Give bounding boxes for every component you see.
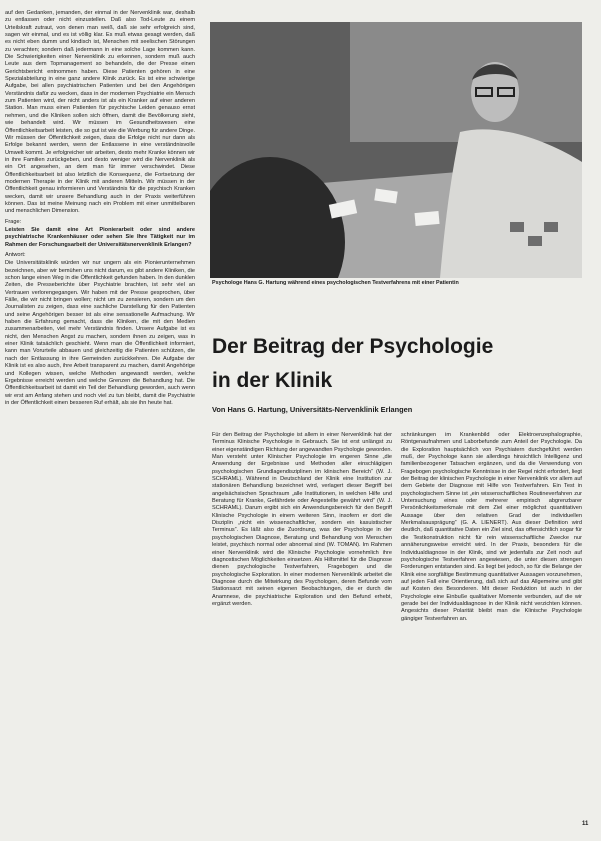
photo-drawing	[210, 22, 582, 278]
article-column-3	[401, 432, 582, 822]
question-text: Leisten Sie damit eine Art Pionierarbeit oder sind andere psychiatrische Krankenhäuser oder sehen Sie Ihre Tätigkeit nur im Rahmen der Forschungsarbeit der Universitätsnervenklinik Erlangen?	[5, 226, 195, 248]
title-line-1: Der Beitrag der Psychologie	[212, 335, 494, 358]
page-number: 11	[582, 821, 589, 827]
article-title	[212, 330, 592, 398]
left-text-column	[5, 10, 195, 822]
article-column-2	[212, 432, 392, 822]
left-paragraph: auf den Gedanken, jemanden, der einmal in der Nervenklinik war, deshalb zu entlassen oder nicht einzustellen. Daß also Tod-Leute zu einem Urteilskraft zutraut, von denen man weiß, daß sie sehr erfolgreich sind, sagen wir einmal, und es ist völlig klar. Es muß etwas gesagt werden, daß es nicht eben dumm und kindisch ist, Menschen mit seelischen Störungen zu verachten; sondern daß jedermann in eine solche Lage kommen kann. Die Schwierigkeiten einer Nervenklinik zu erkennen, sondern muß auch Leute aus dem Topmanagement so behandeln, die der Presse einen Gerichtsbericht entnommen haben. Diese Patienten gehören in eine Spezialabteilung in eine ganz andere Klinik zurück. Es ist eine schwierige Aufgabe, bei allen psychiatrischen Patienten und bei den Angehörigen Verständnis dafür zu wecken, dass in der modernen Psychiatrie ein Mensch zum Patienten wird, der nicht anders ist als ein Kranker auf einer anderen Station. Man muss einen Patienten für psychische Leiden genauso ernst nehmen, und die Kliniken sollen sich öffnen, damit die Bevölkerung sieht, wie behandelt wird. Wir müssen im Gesundheitswesen eine Öffentlichkeitsarbeit leisten, die so gut ist wie die Werbung für andere Dinge. Wir müssen der Öffentlichkeit zeigen, dass die Erfolge nicht nur dann als Erfolge bekannt werden, wenn der Entlassene in eine verständnisvolle Umwelt kommt. Je erfolgreicher wir arbeiten, desto mehr Kranke können wir in ihre Familien zurückgeben, und desto weniger wird die Nervenklinik als ein Ort angesehen, an dem man für immer verschwindet. Diese Öffentlichkeitsarbeit ist also letztlich die Konsequenz, die Fortsetzung der modernen Therapie in der Klinik mit anderen Mitteln. Wir müssen in der Öffentlichkeit genau informieren und Verständnis für die psychisch Kranken wecken, damit wir unsere Behandlung auch in der Praxis weiterführen können. Das ist meine Meinung nach ein Problem mit einer unmittelbaren und menschlichen Dimension.	[5, 10, 195, 215]
column-3-text: schränkungen im Krankenbild oder Elektroenzephalographie, Röntgenaufnahmen und Laborbefunde zum Anteil der Psychologie. Da die Exploration hauptsächlich von Psychiatern durchgeführt werden muß, der Psychologe kann sie allerdings hinsichtlich Intelligenz und familienbezogener Tatsachen ergänzen, und da die Verwendung von Fragebogen psychologische Kenntnisse in der Regel nicht erfordert, liegt der Beitrag der klinischen Psychologie in einer Nervenklinik vor allem auf dem Gebiete der Diagnose mit Hilfe von Testverfahren. Ein Test in psychologischem Sinne ist „ein wissenschaftliches Routineverfahren zur Untersuchung eines oder mehrerer empirisch abgrenzbarer Persönlichkeitsmerkmale mit dem Ziel einer möglichst quantitativen Aussage über den relativen Grad der individuellen Merkmalsausprägung“ (G. A. LIENERT). Aus dieser Definition wird deutlich, daß quantitative Daten ein Ziel sind, das offensichtlich sogar für die Testkonstruktion nicht für rein wissenschaftliche Zwecke nur annäherungsweise erreicht wird. In der Praxis, besonders für die Individualdiagnose in der Klinik, sind wir jedenfalls zur Zeit noch auf psychologische Testverfahren angewiesen, die unter diesen strengen Forderungen entstanden sind. Es liegt bei jedoch, so für die Belange der Klinik eine sorgfältige Bestimmung quantitativer Aussagen vorzunehmen, auf jeden Fall eine Orientierung, daß sich auf das Allgemeine und gibt auf Kosten des Besonderen. Mit dieser Reduktion ist auch in der Psychologie eine Einbuße qualitativer Momente verbunden, auf die wir gerade bei der Individualdiagnose in der Klinik nicht verzichten können. Angesichts dieser Polarität bleibt man die Klinische Psychologie gängiger Testverfahren an.	[401, 432, 582, 622]
question-label: Frage:	[5, 218, 22, 225]
photo-caption: Psychologe Hans G. Hartung während eines psychologischen Testverfahrens mit einer Patientin	[212, 280, 459, 286]
author-byline: Von Hans G. Hartung, Universitäts-Nervenklinik Erlangen	[212, 405, 413, 414]
psychologist-photo	[210, 22, 582, 278]
answer-label: Antwort:	[5, 252, 26, 258]
column-2-text: Für den Beitrag der Psychologie ist allem in einer Nervenklinik hat der Terminus Klinische Psychologie in Gebrauch. Sie ist erst unlängst zu einer eigenständigen Richtung der angewandten Psychologie geworden. Man versteht unter Klinischer Psychologie im engeren Sinne „die Anwendung der Ergebnisse und Methoden aller einschlägigen psychologischen Grundlagendisziplinen im klinischen Bereich“ (W. J. SCHRAML). Während in Deutschland der Klinik eine Institution zur stationären Behandlung bezeichnet wird, verlagert dieser Begriff bei angelsächsischen Sprachraum „alle Institutionen, in welchen Hilfe und Beratung für Kranke, Gefährdete oder Angestellte gewährt wird“ (W. J. SCHRAML). Darum ergibt sich ein Anwendungsbereich für den Begriff Klinische Psychologie in einem weiteren Sinn, insofern er dort die Disziplin „nicht ein wissenschaftlicher, sondern ein kasuistischer Terminus“. Es läßt also die Zuordnung, was der Psychologe in der psychologischen Diagnose, Beratung und Behandlung von Menschen leistet, psychisch normal oder abnormal sind (W. TOMAN). Im Rahmen einer Nervenklinik wird die Klinische Psychologie vornehmlich ihre diagnostischen Möglichkeiten einsetzen. Als Hilfsmittel für die Diagnose dienen psychologische Testverfahren, Fragebogen und die psychologische Exploration. In einer modernen Nervenklinik arbeitet die Diagnose durch die Mitwirkung des Psychologen, deren Befunde vom Stationsarzt mit seinen eigenen Beobachtungen, die er durch die Anamnese, die psychiatrische Exploration und den Befund erhebt, ergänzt werden.	[212, 432, 392, 607]
title-line-2: in der Klinik	[212, 369, 333, 392]
answer-text: Die Universitätsklinik würden wir nur ungern als ein Pionierunternehmen bezeichnen, aber wir bemühen uns nicht darum, es gibt andere Kliniken, die schon lange einen Weg in die Öffentlichkeit gefunden haben. In den dunklen Zeiten, die Presseberichte über Psychiatrie brachten, ist sehr viel an Vertrauen verlorengegangen. Wir haben mit der Presse gesprochen, über Fälle, die wir nicht bringen wollen; nicht um zu zensieren, sondern um den Journalisten zu zeigen, dass eine sachliche Darstellung für den Patienten und seine Angehörigen besser ist als eine sensationelle Aufmachung. Wir haben die Erfahrung gemacht, dass die Kliniken, die mit den Medien zusammenarbeiten, viel mehr Verständnis finden. Unsere Aufgabe ist es nicht, den Menschen Angst zu machen, sondern ihnen zu zeigen, was in einer Klinik tatsächlich geschieht. Wenn man die Öffentlichkeit informiert, kann man Vorurteile abbauen und gleichzeitig die Patienten schützen, die nach der Entlassung in ihre Gemeinden zurückkehren. Die Aufgabe der Klinik ist es also auch, ihre Arbeit transparent zu machen, damit Angehörige und Kollegen wissen, welche Methoden angewandt werden, welche Ergebnisse erreicht werden und welche Grenzen die Behandlung hat. Die Öffentlichkeitsarbeit ist damit ein Teil der Behandlung geworden, auch wenn wir erst am Anfang stehen und noch viel zu tun bleibt, damit die Psychiatrie in der Öffentlichkeit einen besseren Ruf erhält, als sie ihn heute hat.	[5, 260, 195, 406]
